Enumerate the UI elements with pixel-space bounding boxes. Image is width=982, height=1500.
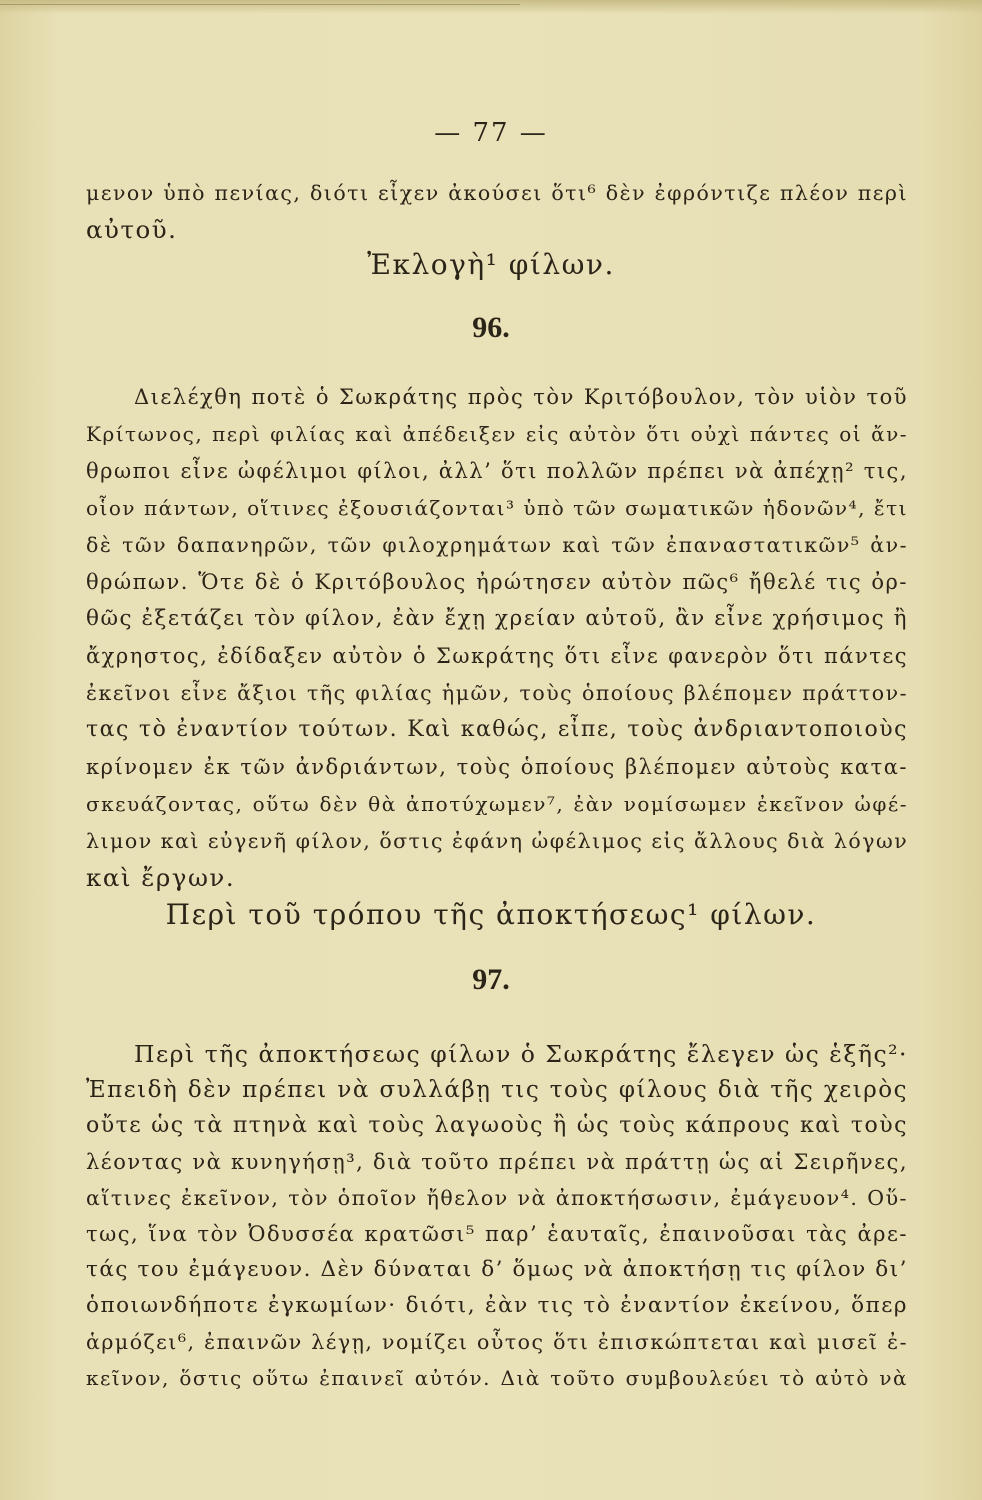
- section-number: 96.: [472, 311, 510, 344]
- page-number: — 77 —: [434, 118, 548, 148]
- section-heading: Ἐκλογὴ¹ φίλων.: [367, 248, 615, 281]
- paragraph-line: ἁρμόζει⁶, ἐπαινῶν λέγῃ, νομίζει οὗτος ὅτι ἐπισκώπτεται καὶ μισεῖ ἐ-: [86, 1330, 908, 1354]
- page-top-edge: [0, 0, 982, 14]
- section-heading: Περὶ τοῦ τρόπου τῆς ἀποκτήσεως¹ φίλων.: [165, 898, 817, 931]
- paragraph-line: ὁποιωνδήποτε ἐγκωμίων· διότι, ἐὰν τις τὸ ἐναντίον ἐκείνου, ὅπερ: [86, 1293, 908, 1318]
- paragraph-line: θρωποι εἶνε ὠφέλιμοι φίλοι, ἀλλ’ ὅτι πολλῶν πρέπει νὰ ἀπέχῃ² τις,: [86, 459, 908, 483]
- paragraph-line: οὔτε ὡς τὰ πτηνὰ καὶ τοὺς λαγωοὺς ἢ ὡς τοὺς κάπρους καὶ τοὺς: [86, 1113, 908, 1138]
- paragraph-line: κεῖνον, ὅστις οὕτω ἐπαινεῖ αὐτόν. Διὰ τοῦτο συμβουλεύει τὸ αὐτὸ νὰ: [86, 1366, 908, 1390]
- paragraph-line: ἐκεῖνοι εἶνε ἄξιοι τῆς φιλίας ἡμῶν, τοὺς ὁποίους βλέπομεν πράττον-: [86, 681, 908, 705]
- paragraph-line: λιμον καὶ εὐγενῆ φίλον, ὅστις ἐφάνη ὠφέλιμος εἰς ἄλλους διὰ λόγων: [86, 829, 909, 853]
- paragraph-line: σκευάζοντας, οὕτω δὲν θὰ ἀποτύχωμεν⁷, ἐὰν νομίσωμεν ἐκεῖνον ὠφέ-: [86, 792, 908, 816]
- page-edge-rule: [0, 4, 520, 5]
- intro-line: μενον ὑπὸ πενίας, διότι εἶχεν ἀκούσει ὅτι⁶ δὲν ἐφρόντιζε πλέον περὶ: [86, 181, 908, 205]
- paragraph-line: καὶ ἔργων.: [86, 863, 236, 892]
- paragraph-line: τως, ἵνα τὸν Ὀδυσσέα κρατῶσι⁵ παρ’ ἑαυταῖς, ἐπαινοῦσαι τὰς ἀρε-: [86, 1222, 908, 1246]
- paragraph-line: δὲ τῶν δαπανηρῶν, τῶν φιλοχρημάτων καὶ τῶν ἐπαναστατικῶν⁵ ἀν-: [86, 533, 908, 557]
- paragraph-line: λέοντας νὰ κυνηγήσῃ³, διὰ τοῦτο πρέπει νὰ πράττῃ ὡς αἱ Σειρῆνες,: [86, 1150, 908, 1174]
- paragraph-line: τάς του ἐμάγευον. Δὲν δύναται δ’ ὅμως νὰ ἀποκτήσῃ τις φίλον δι’: [86, 1257, 908, 1282]
- paragraph-line: οἷον πάντων, οἵτινες ἐξουσιάζονται³ ὑπὸ τῶν σωματικῶν ἡδονῶν⁴, ἔτι: [86, 496, 908, 520]
- paragraph-line: θῶς ἐξετάζει τὸν φίλον, ἐὰν ἔχῃ χρείαν αὐτοῦ, ἂν εἶνε χρήσιμος ἢ: [86, 606, 908, 631]
- paragraph-line: Περὶ τῆς ἀποκτήσεως φίλων ὁ Σωκράτης ἔλεγεν ὡς ἑξῆς²·: [134, 1040, 908, 1068]
- paragraph-line: Διελέχθη ποτὲ ὁ Σωκράτης πρὸς τὸν Κριτόβουλον, τὸν υἱὸν τοῦ: [134, 385, 908, 409]
- paragraph-line: τας τὸ ἐναντίον τούτων. Καὶ καθώς, εἶπε, τοὺς ἀνδριαντοποιοὺς: [86, 717, 908, 742]
- paragraph-line: Ἐπειδὴ δὲν πρέπει νὰ συλλάβῃ τις τοὺς φίλους διὰ τῆς χειρὸς: [86, 1077, 908, 1103]
- paragraph-line: Κρίτωνος, περὶ φιλίας καὶ ἀπέδειξεν εἰς αὐτὸν ὅτι οὐχὶ πάντες οἱ ἄν-: [86, 422, 908, 446]
- intro-line: αὐτοῦ.: [86, 215, 178, 244]
- section-number: 97.: [472, 963, 510, 996]
- paragraph-line: αἵτινες ἐκεῖνον, τὸν ὁποῖον ἤθελον νὰ ἀποκτήσωσιν, ἐμάγευον⁴. Οὕ-: [86, 1186, 908, 1210]
- paragraph-line: ἄχρηστος, ἐδίδαξεν αὐτὸν ὁ Σωκράτης ὅτι εἶνε φανερὸν ὅτι πάντες: [86, 644, 908, 668]
- paragraph-line: κρίνομεν ἐκ τῶν ἀνδριάντων, τοὺς ὁποίους βλέπομεν αὐτοὺς κατα-: [86, 755, 908, 779]
- paragraph-line: θρώπων. Ὅτε δὲ ὁ Κριτόβουλος ἠρώτησεν αὐτὸν πῶς⁶ ἤθελέ τις ὀρ-: [86, 570, 908, 594]
